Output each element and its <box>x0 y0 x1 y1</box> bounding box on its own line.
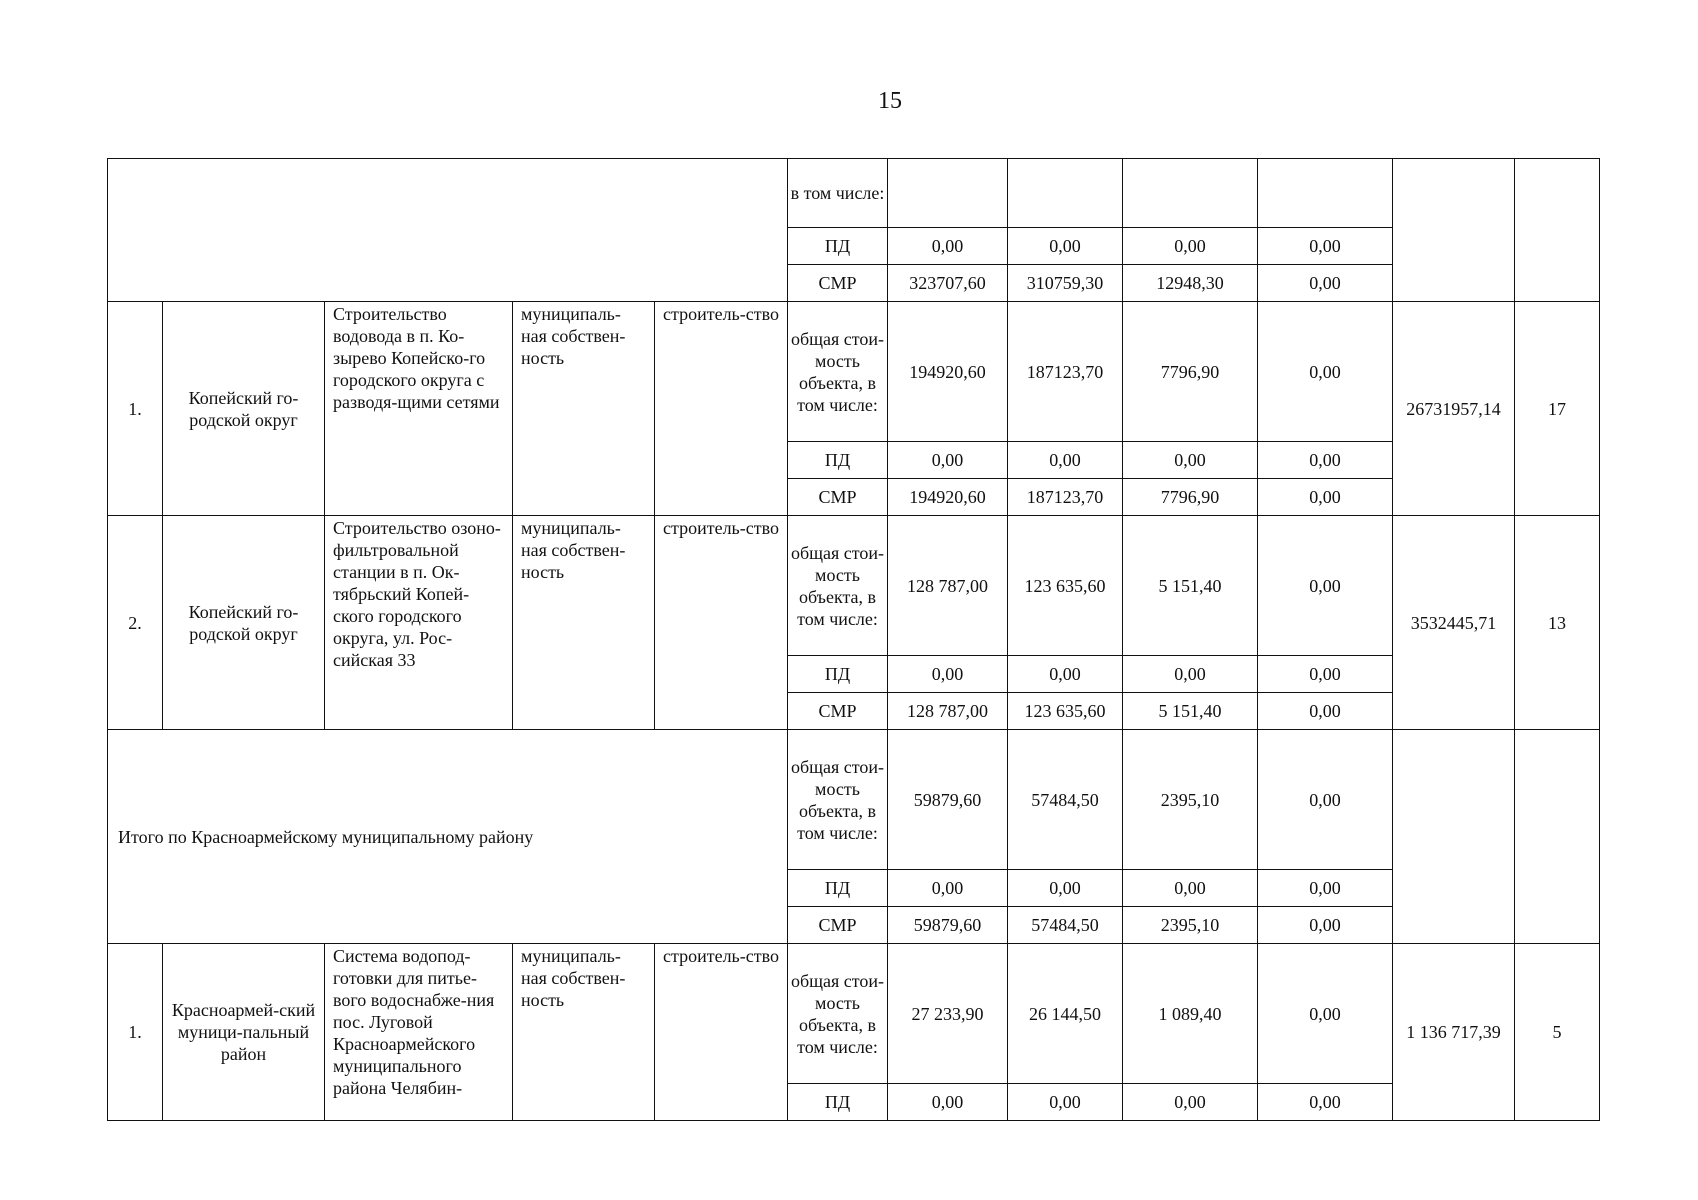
table-row: ПД 0,00 0,00 0,00 0,00 <box>108 442 1600 479</box>
table-row: 2. Копейский го-родской округ Строительство озоно-фильтровальной станции в п. Ок-тябрьский Копей-ского городского округа, ул. Рос-сийская 33 муниципаль-ная собствен-ность строитель-ство общая стои-мость объекта, в том числе: 128 787,00 123 635,60 5 151,40 0,00 3532445,71 13 <box>108 516 1600 656</box>
label-cell: в том числе: <box>788 159 888 228</box>
amount: 3532445,71 <box>1393 516 1515 730</box>
amount: 26731957,14 <box>1393 302 1515 516</box>
municipality: Красноармей-ский муници-пальный район <box>163 944 325 1121</box>
table-row: ПД 0,00 0,00 0,00 0,00 <box>108 870 1600 907</box>
blank-cell <box>108 159 788 302</box>
table-row: ПД 0,00 0,00 0,00 0,00 <box>108 1084 1600 1121</box>
table-row: ПД 0,00 0,00 0,00 0,00 <box>108 656 1600 693</box>
objects-table <box>107 158 1600 1121</box>
row-number: 2. <box>108 516 163 730</box>
table-row: СМР 128 787,00 123 635,60 5 151,40 0,00 <box>108 693 1600 730</box>
municipality: Копейский го-родской округ <box>163 302 325 516</box>
table-row: 1. Копейский го-родской округ Строительство водовода в п. Ко-зырево Копейско-го городского округа с разводя-щими сетями муниципаль-ная собствен-ность строитель-ство общая стои-мость объекта, в том числе: 194920,60 187123,70 7796,90 0,00 26731957,14 17 <box>108 302 1600 442</box>
ownership: муниципаль-ная собствен-ность <box>513 944 655 1121</box>
page-number: 15 <box>878 88 902 114</box>
table-row: 1. Красноармей-ский муници-пальный район Система водопод-готовки для питье-вого водоснабже-ния пос. Луговой Красноармейского муниципального района Челябин- муниципаль-ная собствен-ность строитель-ство общая стои-мость объекта, в том числе: 27 233,90 26 144,50 1 089,40 0,00 1 136 717,39 5 <box>108 944 1600 1084</box>
count: 17 <box>1515 302 1600 516</box>
work-type: строитель-ство <box>655 302 788 516</box>
ownership: муниципаль-ная собствен-ность <box>513 516 655 730</box>
object-name: Строительство водовода в п. Ко-зырево Копейско-го городского округа с разводя-щими сетями <box>325 302 513 516</box>
municipality: Копейский го-родской округ <box>163 516 325 730</box>
subtotal-label: Итого по Красноармейскому муниципальному району <box>108 730 788 944</box>
work-type: строитель-ство <box>655 944 788 1121</box>
object-name: Система водопод-готовки для питье-вого водоснабже-ния пос. Луговой Красноармейского муниципального района Челябин- <box>325 944 513 1121</box>
amount: 1 136 717,39 <box>1393 944 1515 1121</box>
work-type: строитель-ство <box>655 516 788 730</box>
row-number: 1. <box>108 302 163 516</box>
subtotal-row: Итого по Красноармейскому муниципальному району общая стои-мость объекта, в том числе: 59879,60 57484,50 2395,10 0,00 <box>108 730 1600 870</box>
table-row <box>108 159 1600 228</box>
count: 5 <box>1515 944 1600 1121</box>
ownership: муниципаль-ная собствен-ность <box>513 302 655 516</box>
table-row: ПД 0,00 0,00 0,00 0,00 <box>108 228 1600 265</box>
table-row: СМР 323707,60 310759,30 12948,30 0,00 <box>108 265 1600 302</box>
row-number: 1. <box>108 944 163 1121</box>
table-row: СМР 194920,60 187123,70 7796,90 0,00 <box>108 479 1600 516</box>
table-row: СМР 59879,60 57484,50 2395,10 0,00 <box>108 907 1600 944</box>
count: 13 <box>1515 516 1600 730</box>
object-name: Строительство озоно-фильтровальной станции в п. Ок-тябрьский Копей-ского городского округа, ул. Рос-сийская 33 <box>325 516 513 730</box>
